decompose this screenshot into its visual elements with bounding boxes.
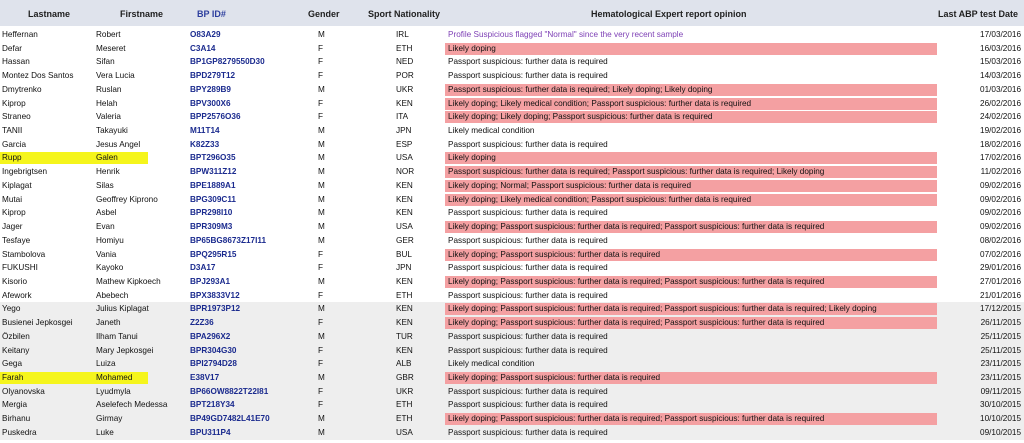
gender-cell[interactable]: F [318, 57, 324, 67]
firstname-cell[interactable]: Vera Lucia [96, 71, 135, 81]
nationality-cell[interactable]: UKR [396, 386, 414, 396]
nationality-cell[interactable]: ETH [396, 290, 413, 300]
opinion-cell[interactable]: Likely doping; Passport suspicious: further data is required; Passport suspicious: further data is required; Likely doping [445, 303, 937, 315]
gender-cell[interactable]: M [318, 276, 325, 286]
gender-cell[interactable]: F [318, 345, 324, 355]
lastname-cell[interactable]: Birhanu [2, 414, 31, 424]
date-cell[interactable]: 01/03/2016 [980, 84, 1021, 94]
bp-id-cell[interactable]: BPX3833V12 [190, 290, 240, 300]
firstname-cell[interactable]: Asbel [96, 208, 117, 218]
date-cell[interactable]: 17/03/2016 [980, 30, 1021, 39]
opinion-cell[interactable]: Passport suspicious: further data is required [448, 71, 608, 81]
table-row[interactable] [0, 28, 1024, 42]
date-cell[interactable]: 23/11/2015 [980, 373, 1021, 382]
bp-id-cell[interactable]: BPY289B9 [190, 84, 231, 94]
date-cell[interactable]: 10/10/2015 [980, 414, 1021, 424]
date-cell[interactable]: 17/12/2015 [980, 304, 1021, 314]
gender-cell[interactable]: M [318, 331, 325, 341]
bp-id-cell[interactable]: BPU311P4 [190, 427, 231, 437]
bp-id-cell[interactable]: BP49GD7482L41E70 [190, 414, 270, 424]
lastname-cell[interactable]: Montez Dos Santos [2, 71, 74, 81]
bp-id-cell[interactable]: BPQ295R15 [190, 249, 237, 259]
opinion-cell[interactable]: Passport suspicious: further data is required; Passport suspicious: further data is required; Likely doping [445, 166, 937, 178]
firstname-cell[interactable]: Kayoko [96, 263, 124, 273]
gender-cell[interactable]: F [318, 290, 324, 300]
nationality-cell[interactable]: KEN [396, 318, 413, 328]
gender-cell[interactable]: M [318, 30, 325, 39]
opinion-cell[interactable]: Passport suspicious: further data is required [448, 235, 608, 245]
lastname-cell[interactable]: FUKUSHI [2, 263, 38, 273]
gender-cell[interactable]: M [318, 235, 325, 245]
firstname-cell[interactable]: Lyudmyla [96, 386, 131, 396]
date-cell[interactable]: 15/03/2016 [980, 57, 1021, 67]
date-cell[interactable]: 09/02/2016 [980, 222, 1021, 232]
firstname-cell[interactable]: Evan [96, 222, 115, 232]
opinion-cell[interactable]: Passport suspicious: further data is required [448, 139, 608, 149]
date-cell[interactable]: 25/11/2015 [980, 345, 1021, 355]
firstname-cell[interactable]: Abebech [96, 290, 129, 300]
nationality-cell[interactable]: TUR [396, 331, 413, 341]
firstname-cell[interactable]: Luiza [96, 359, 116, 369]
header-nationality[interactable]: Sport Nationality [368, 9, 441, 19]
bp-id-cell[interactable]: BPR1973P12 [190, 304, 241, 314]
bp-id-cell[interactable]: BP66OW8822T22I81 [190, 386, 269, 396]
table-row[interactable] [0, 55, 1024, 69]
date-cell[interactable]: 26/02/2016 [980, 98, 1021, 108]
table-row[interactable] [0, 69, 1024, 83]
firstname-cell[interactable]: Geoffrey Kiprono [96, 194, 158, 204]
lastname-cell[interactable]: Özbilen [2, 331, 30, 341]
bp-id-cell[interactable]: O83A29 [190, 30, 221, 39]
table-row[interactable] [0, 357, 1024, 371]
nationality-cell[interactable]: GBR [396, 373, 414, 382]
date-cell[interactable]: 30/10/2015 [980, 400, 1021, 410]
opinion-cell[interactable]: Passport suspicious: further data is required [448, 427, 608, 437]
table-row[interactable] [0, 124, 1024, 138]
lastname-cell[interactable]: Jager [2, 222, 23, 232]
date-cell[interactable]: 11/02/2016 [980, 167, 1021, 177]
lastname-cell[interactable]: Kiprop [2, 208, 26, 218]
firstname-cell[interactable]: Henrik [96, 167, 120, 177]
opinion-cell[interactable]: Likely doping; Likely doping; Passport suspicious: further data is required [445, 111, 937, 123]
opinion-cell[interactable]: Likely doping; Passport suspicious: further data is required; Passport suspicious: further data is required [445, 413, 937, 425]
nationality-cell[interactable]: KEN [396, 276, 413, 286]
firstname-cell[interactable]: Silas [96, 180, 114, 190]
lastname-cell[interactable]: Stambolova [2, 249, 46, 259]
nationality-cell[interactable]: JPN [396, 263, 412, 273]
firstname-cell[interactable]: Ilham Tanui [96, 331, 138, 341]
firstname-cell[interactable]: Luke [96, 427, 114, 437]
date-cell[interactable]: 21/01/2016 [980, 290, 1021, 300]
header-bp-id[interactable]: BP ID# [197, 9, 226, 19]
header-lastname[interactable]: Lastname [28, 9, 71, 19]
gender-cell[interactable]: M [318, 126, 325, 136]
date-cell[interactable]: 29/01/2016 [980, 263, 1021, 273]
nationality-cell[interactable]: ETH [396, 43, 413, 53]
gender-cell[interactable]: M [318, 180, 325, 190]
lastname-cell[interactable]: Puskedra [2, 427, 37, 437]
nationality-cell[interactable]: JPN [396, 126, 412, 136]
gender-cell[interactable]: M [318, 208, 325, 218]
table-row[interactable] [0, 42, 1024, 56]
bp-id-cell[interactable]: M11T14 [190, 126, 220, 136]
nationality-cell[interactable]: BUL [396, 249, 412, 259]
header-opinion[interactable]: Hematological Expert report opinion [591, 9, 747, 19]
bp-id-cell[interactable]: BPP2576O36 [190, 112, 241, 122]
firstname-cell[interactable]: Ruslan [96, 84, 122, 94]
nationality-cell[interactable]: ETH [396, 400, 413, 410]
opinion-cell[interactable]: Passport suspicious: further data is required [448, 345, 608, 355]
bp-id-cell[interactable]: BPR309M3 [190, 222, 233, 232]
nationality-cell[interactable]: IRL [396, 30, 409, 39]
bp-id-cell[interactable]: BPT218Y34 [190, 400, 235, 410]
gender-cell[interactable]: M [318, 194, 325, 204]
lastname-cell[interactable]: Rupp [2, 153, 22, 163]
opinion-cell[interactable]: Likely doping; Passport suspicious: further data is required [445, 249, 937, 261]
table-row[interactable] [0, 193, 1024, 207]
table-row[interactable] [0, 220, 1024, 234]
nationality-cell[interactable]: KEN [396, 180, 413, 190]
gender-cell[interactable]: M [318, 139, 325, 149]
bp-id-cell[interactable]: BPR304G30 [190, 345, 237, 355]
opinion-cell[interactable]: Passport suspicious: further data is required [448, 208, 608, 218]
date-cell[interactable]: 08/02/2016 [980, 235, 1021, 245]
firstname-cell[interactable]: Mary Jepkosgei [96, 345, 154, 355]
nationality-cell[interactable]: USA [396, 427, 413, 437]
nationality-cell[interactable]: NED [396, 57, 414, 67]
date-cell[interactable]: 07/02/2016 [980, 249, 1021, 259]
gender-cell[interactable]: M [318, 222, 325, 232]
opinion-cell[interactable]: Likely doping; Normal; Passport suspicious: further data is required [445, 180, 937, 192]
opinion-cell[interactable]: Likely medical condition [448, 359, 535, 369]
gender-cell[interactable]: M [318, 167, 325, 177]
bp-id-cell[interactable]: K82Z33 [190, 139, 220, 149]
date-cell[interactable]: 24/02/2016 [980, 112, 1021, 122]
table-row[interactable] [0, 110, 1024, 124]
lastname-cell[interactable]: Yego [2, 304, 21, 314]
opinion-cell[interactable]: Likely medical condition [448, 126, 535, 136]
table-row[interactable] [0, 275, 1024, 289]
bp-id-cell[interactable]: BPW311Z12 [190, 167, 237, 177]
firstname-cell[interactable]: Takayuki [96, 126, 128, 136]
bp-id-cell[interactable]: BP1GP8279550D30 [190, 57, 265, 67]
firstname-cell[interactable]: Meseret [96, 43, 126, 53]
lastname-cell[interactable]: Heffernan [2, 30, 38, 39]
lastname-cell[interactable]: Kisorio [2, 276, 28, 286]
table-row[interactable] [0, 426, 1024, 440]
firstname-cell[interactable]: Julius Kiplagat [96, 304, 149, 314]
bp-id-cell[interactable]: D3A17 [190, 263, 216, 273]
lastname-cell[interactable]: Garcia [2, 139, 27, 149]
highlight-cell [0, 152, 148, 164]
lastname-cell[interactable]: Kiplagat [2, 180, 32, 190]
firstname-cell[interactable]: Mathew Kipkoech [96, 276, 161, 286]
lastname-cell[interactable]: TANII [2, 126, 23, 136]
table-row[interactable] [0, 83, 1024, 97]
table-row[interactable] [0, 206, 1024, 220]
opinion-cell[interactable]: Passport suspicious: further data is required; Likely doping; Likely doping [445, 84, 937, 96]
bp-id-cell[interactable]: BPV300X6 [190, 98, 231, 108]
bp-id-cell[interactable]: BP65BG8673Z17I11 [190, 235, 267, 245]
lastname-cell[interactable]: Mutai [2, 194, 23, 204]
opinion-cell[interactable]: Profile Suspicious flagged "Normal" since the very recent sample [448, 30, 684, 39]
date-cell[interactable]: 16/03/2016 [980, 43, 1021, 53]
table-row[interactable] [0, 302, 1024, 316]
nationality-cell[interactable]: GER [396, 235, 414, 245]
bp-id-cell[interactable]: E38V17 [190, 373, 220, 382]
nationality-cell[interactable]: USA [396, 153, 413, 163]
lastname-cell[interactable]: Farah [2, 373, 24, 382]
bp-id-cell[interactable]: BPR298I10 [190, 208, 233, 218]
date-cell[interactable]: 23/11/2015 [980, 359, 1021, 369]
table-row[interactable] [0, 371, 1024, 385]
table-row[interactable] [0, 97, 1024, 111]
header-gender[interactable]: Gender [308, 9, 340, 19]
table-row[interactable] [0, 398, 1024, 412]
gender-cell[interactable]: F [318, 359, 324, 369]
bp-id-cell[interactable]: BPA296X2 [190, 331, 231, 341]
table-row[interactable] [0, 316, 1024, 330]
gender-cell[interactable]: F [318, 400, 324, 410]
opinion-cell[interactable]: Likely doping; Passport suspicious: further data is required; Passport suspicious: further data is required [445, 276, 937, 288]
opinion-cell[interactable]: Passport suspicious: further data is required [448, 290, 608, 300]
nationality-cell[interactable]: ALB [396, 359, 412, 369]
table-row[interactable] [0, 385, 1024, 399]
table-row[interactable] [0, 151, 1024, 165]
date-cell[interactable]: 09/02/2016 [980, 180, 1021, 190]
nationality-cell[interactable]: ETH [396, 414, 413, 424]
opinion-cell[interactable]: Likely doping; Likely medical condition; Passport suspicious: further data is required [445, 98, 937, 110]
gender-cell[interactable]: F [318, 43, 324, 53]
date-cell[interactable]: 18/02/2016 [980, 139, 1021, 149]
lastname-cell[interactable]: Gega [2, 359, 23, 369]
nationality-cell[interactable]: KEN [396, 208, 413, 218]
lastname-cell[interactable]: Straneo [2, 112, 31, 122]
firstname-cell[interactable]: Vania [96, 249, 117, 259]
gender-cell[interactable]: F [318, 263, 324, 273]
opinion-cell[interactable]: Likely doping; Passport suspicious: further data is required; Passport suspicious: further data is required [445, 317, 937, 329]
lastname-cell[interactable]: Kiprop [2, 98, 26, 108]
lastname-cell[interactable]: Tesfaye [2, 235, 31, 245]
header-firstname[interactable]: Firstname [120, 9, 164, 19]
firstname-cell[interactable]: Aselefech Medessa [96, 400, 168, 410]
table-row[interactable] [0, 289, 1024, 303]
header-date[interactable]: Last ABP test Date [937, 9, 1018, 19]
opinion-cell[interactable]: Likely doping; Passport suspicious: further data is required; Passport suspicious: further data is required [445, 221, 937, 233]
date-cell[interactable]: 14/03/2016 [980, 71, 1021, 81]
table-row[interactable] [0, 165, 1024, 179]
nationality-cell[interactable]: KEN [396, 98, 413, 108]
opinion-cell[interactable]: Likely doping; Passport suspicious: further data is required [445, 372, 937, 384]
lastname-cell[interactable]: Dmytrenko [2, 84, 42, 94]
bp-id-cell[interactable]: BPD279T12 [190, 71, 236, 81]
table-row[interactable] [0, 261, 1024, 275]
table-row[interactable] [0, 248, 1024, 262]
table-row[interactable] [0, 330, 1024, 344]
opinion-cell[interactable]: Likely doping; Likely medical condition; Passport suspicious: further data is required [445, 194, 937, 206]
nationality-cell[interactable]: USA [396, 222, 413, 232]
gender-cell[interactable]: M [318, 153, 325, 163]
gender-cell[interactable]: F [318, 249, 324, 259]
gender-cell[interactable]: M [318, 414, 325, 424]
firstname-cell[interactable]: Janeth [96, 318, 121, 328]
nationality-cell[interactable]: POR [396, 71, 414, 81]
gender-cell[interactable]: M [318, 304, 325, 314]
gender-cell[interactable]: F [318, 98, 324, 108]
lastname-cell[interactable]: Keitany [2, 345, 30, 355]
firstname-cell[interactable]: Galen [96, 153, 118, 163]
lastname-cell[interactable]: Defar [2, 43, 23, 53]
gender-cell[interactable]: F [318, 318, 324, 328]
lastname-cell[interactable]: Olyanovska [2, 386, 45, 396]
opinion-cell[interactable]: Passport suspicious: further data is required [448, 400, 608, 410]
opinion-cell[interactable]: Passport suspicious: further data is required [448, 386, 608, 396]
firstname-cell[interactable]: Valeria [96, 112, 121, 122]
lastname-cell[interactable]: Busienei Jepkosgei [2, 318, 73, 328]
nationality-cell[interactable]: KEN [396, 345, 413, 355]
firstname-cell[interactable]: Mohamed [96, 373, 133, 382]
lastname-cell[interactable]: Ingebrigtsen [2, 167, 48, 177]
firstname-cell[interactable]: Robert [96, 30, 121, 39]
date-cell[interactable]: 26/11/2015 [980, 318, 1021, 328]
lastname-cell[interactable]: Afework [2, 290, 32, 300]
opinion-cell[interactable]: Likely doping [445, 43, 937, 55]
opinion-cell[interactable]: Passport suspicious: further data is required [448, 263, 608, 273]
date-cell[interactable]: 09/02/2016 [980, 194, 1021, 204]
date-cell[interactable]: 27/01/2016 [980, 276, 1021, 286]
nationality-cell[interactable]: ITA [396, 112, 409, 122]
bp-id-cell[interactable]: BPI2794D28 [190, 359, 237, 369]
lastname-cell[interactable]: Hassan [2, 57, 30, 67]
table-row[interactable] [0, 138, 1024, 152]
date-cell[interactable]: 09/11/2015 [980, 386, 1021, 396]
bp-id-cell[interactable]: BPG309C11 [190, 194, 236, 204]
opinion-cell[interactable]: Likely doping [445, 152, 937, 164]
opinion-cell[interactable]: Passport suspicious: further data is required [448, 331, 608, 341]
firstname-cell[interactable]: Helah [96, 98, 118, 108]
table-row[interactable] [0, 344, 1024, 358]
date-cell[interactable]: 25/11/2015 [980, 331, 1021, 341]
firstname-cell[interactable]: Homiyu [96, 235, 124, 245]
bp-id-cell[interactable]: BPJ293A1 [190, 276, 231, 286]
date-cell[interactable]: 17/02/2016 [980, 153, 1021, 163]
gender-cell[interactable]: F [318, 386, 324, 396]
nationality-cell[interactable]: UKR [396, 84, 414, 94]
bp-id-cell[interactable]: BPE1889A1 [190, 180, 236, 190]
table-row[interactable] [0, 412, 1024, 426]
gender-cell[interactable]: F [318, 71, 324, 81]
firstname-cell[interactable]: Girmay [96, 414, 123, 424]
gender-cell[interactable]: M [318, 427, 325, 437]
nationality-cell[interactable]: ESP [396, 139, 413, 149]
firstname-cell[interactable]: Jesus Angel [96, 139, 141, 149]
bp-id-cell[interactable]: BPT296O35 [190, 153, 236, 163]
firstname-cell[interactable]: Sifan [96, 57, 115, 67]
header-row [0, 0, 1024, 26]
date-cell[interactable]: 19/02/2016 [980, 126, 1021, 136]
gender-cell[interactable]: M [318, 373, 325, 382]
nationality-cell[interactable]: NOR [396, 167, 415, 177]
bp-id-cell[interactable]: Z2Z36 [190, 318, 214, 328]
nationality-cell[interactable]: KEN [396, 304, 413, 314]
opinion-cell[interactable]: Passport suspicious: further data is required [448, 57, 608, 67]
gender-cell[interactable]: M [318, 84, 325, 94]
date-cell[interactable]: 09/10/2015 [980, 427, 1021, 437]
date-cell[interactable]: 09/02/2016 [980, 208, 1021, 218]
gender-cell[interactable]: F [318, 112, 324, 122]
lastname-cell[interactable]: Mergia [2, 400, 28, 410]
table-row[interactable] [0, 179, 1024, 193]
nationality-cell[interactable]: KEN [396, 194, 413, 204]
bp-id-cell[interactable]: C3A14 [190, 43, 216, 53]
table-row[interactable] [0, 234, 1024, 248]
